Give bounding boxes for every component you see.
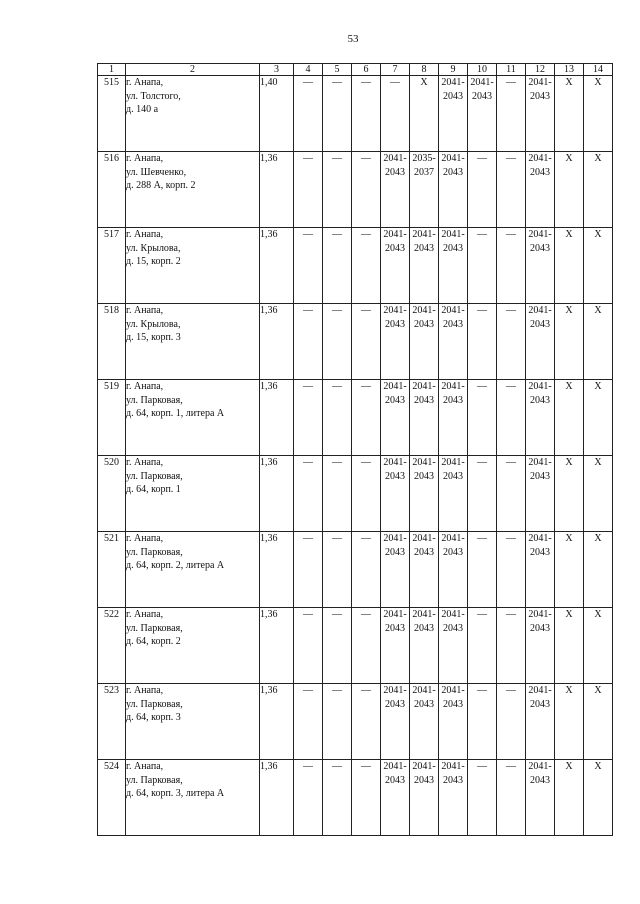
dash-cell: —: [468, 532, 497, 608]
address-cell: [126, 760, 260, 836]
dash-cell: —: [352, 608, 381, 684]
period-line: 2043: [443, 698, 463, 710]
period-line: 2041-: [528, 457, 552, 468]
rate-cell: 1,36: [260, 684, 294, 760]
period-line: 2043: [530, 166, 550, 178]
table-body: [98, 76, 613, 836]
dash-cell: —: [294, 76, 323, 152]
address-line: д. 140 а: [126, 104, 159, 115]
period-line: 2041-: [383, 685, 407, 696]
dash-cell: —: [294, 228, 323, 304]
dash-cell: —: [352, 456, 381, 532]
period-cell: [381, 532, 410, 608]
period-cell: [410, 608, 439, 684]
dash-cell: —: [323, 456, 352, 532]
period-cell: [410, 152, 439, 228]
period-line: 2043: [530, 774, 550, 786]
column-header: 3: [260, 64, 294, 76]
period-line: 2041-: [528, 153, 552, 164]
period-line: 2043: [385, 318, 405, 330]
period-line: 2043: [414, 774, 434, 786]
period-cell: [439, 152, 468, 228]
period-line: 2043: [414, 470, 434, 482]
period-line: 2035-: [412, 153, 436, 164]
period-cell: [381, 608, 410, 684]
rate-cell: 1,40: [260, 76, 294, 152]
column-header: 9: [439, 64, 468, 76]
address-line: г. Анапа,: [126, 761, 164, 772]
period-cell: [439, 76, 468, 152]
address-cell: [126, 380, 260, 456]
period-line: 2041-: [383, 457, 407, 468]
dash-cell: —: [352, 152, 381, 228]
period-cell: [439, 608, 468, 684]
period-line: 2043: [385, 242, 405, 254]
period-line: 2043: [385, 546, 405, 558]
period-line: 2043: [443, 774, 463, 786]
period-line: 2041-: [528, 609, 552, 620]
period-line: 2041-: [441, 685, 465, 696]
period-cell: [439, 304, 468, 380]
dash-cell: —: [323, 760, 352, 836]
address-cell: [126, 608, 260, 684]
period-line: 2043: [530, 622, 550, 634]
mark-cell: Х: [555, 608, 584, 684]
period-cell: [526, 304, 555, 380]
period-cell: [526, 684, 555, 760]
dash-cell: —: [323, 152, 352, 228]
dash-cell: —: [468, 684, 497, 760]
dash-cell: —: [352, 532, 381, 608]
column-header: 7: [381, 64, 410, 76]
dash-cell: —: [468, 760, 497, 836]
period-cell: [410, 760, 439, 836]
period-cell: [410, 456, 439, 532]
period-line: 2041-: [441, 381, 465, 392]
row-number: 516: [98, 152, 126, 228]
period-line: 2041-: [412, 761, 436, 772]
period-line: 2041-: [383, 381, 407, 392]
address-cell: [126, 684, 260, 760]
period-line: 2041-: [441, 457, 465, 468]
dash-cell: —: [352, 76, 381, 152]
address-line: д. 64, корп. 1: [126, 484, 181, 495]
period-line: 2041-: [441, 77, 465, 88]
dash-cell: —: [468, 152, 497, 228]
period-line: 2043: [385, 394, 405, 406]
rate-cell: 1,36: [260, 380, 294, 456]
period-cell: [439, 456, 468, 532]
table-row: [98, 228, 613, 304]
dash-cell: —: [497, 456, 526, 532]
dash-cell: —: [323, 76, 352, 152]
period-line: 2041-: [412, 381, 436, 392]
address-line: г. Анапа,: [126, 77, 164, 88]
row-number: 517: [98, 228, 126, 304]
period-line: 2043: [530, 394, 550, 406]
row-number: 518: [98, 304, 126, 380]
address-line: д. 15, корп. 3: [126, 332, 181, 343]
rate-cell: 1,36: [260, 152, 294, 228]
dash-cell: —: [352, 684, 381, 760]
period-line: 2043: [414, 698, 434, 710]
period-line: 2041-: [441, 305, 465, 316]
period-line: 2041-: [528, 533, 552, 544]
address-line: ул. Парковая,: [126, 774, 183, 786]
dash-cell: —: [468, 228, 497, 304]
mark-cell: Х: [555, 456, 584, 532]
mark-cell: Х: [584, 532, 613, 608]
dash-cell: —: [294, 684, 323, 760]
mark-cell: Х: [584, 152, 613, 228]
period-line: 2043: [443, 242, 463, 254]
table-row: [98, 456, 613, 532]
mark-cell: Х: [555, 532, 584, 608]
dash-cell: —: [468, 456, 497, 532]
address-line: д. 15, корп. 2: [126, 256, 181, 267]
dash-cell: —: [497, 760, 526, 836]
address-cell: [126, 152, 260, 228]
period-line: 2041-: [412, 305, 436, 316]
period-cell: [526, 456, 555, 532]
period-line: 2041-: [383, 609, 407, 620]
period-cell: [439, 532, 468, 608]
dash-cell: —: [323, 608, 352, 684]
period-line: 2041-: [412, 533, 436, 544]
address-line: г. Анапа,: [126, 381, 164, 392]
period-line: 2041-: [528, 77, 552, 88]
mark-cell: Х: [584, 228, 613, 304]
dash-cell: —: [294, 532, 323, 608]
address-line: ул. Крылова,: [126, 318, 181, 330]
period-line: 2041-: [441, 533, 465, 544]
period-line: 2043: [472, 90, 492, 102]
period-cell: [381, 684, 410, 760]
table-row: [98, 304, 613, 380]
dash-cell: —: [294, 760, 323, 836]
period-cell: [439, 380, 468, 456]
address-cell: [126, 228, 260, 304]
table-row: [98, 152, 613, 228]
period-line: 2043: [414, 622, 434, 634]
dash-cell: —: [323, 380, 352, 456]
address-line: ул. Шевченко,: [126, 166, 187, 178]
period-line: 2041-: [383, 229, 407, 240]
rate-cell: 1,36: [260, 456, 294, 532]
row-number: 515: [98, 76, 126, 152]
period-cell: [410, 684, 439, 760]
dash-cell: —: [497, 76, 526, 152]
rate-cell: 1,36: [260, 304, 294, 380]
period-line: 2041-: [528, 381, 552, 392]
dash-cell: —: [468, 608, 497, 684]
table-row: [98, 760, 613, 836]
row-number: 522: [98, 608, 126, 684]
period-line: 2041-: [528, 305, 552, 316]
dash-cell: —: [294, 456, 323, 532]
dash-cell: —: [497, 380, 526, 456]
row-number: 520: [98, 456, 126, 532]
period-line: 2041-: [441, 229, 465, 240]
period-line: 2043: [530, 90, 550, 102]
mark-cell: Х: [410, 76, 439, 152]
mark-cell: Х: [555, 76, 584, 152]
page-number: 53: [347, 33, 359, 45]
column-header: 2: [126, 64, 260, 76]
period-cell: [526, 532, 555, 608]
period-line: 2043: [530, 470, 550, 482]
address-line: ул. Крылова,: [126, 242, 181, 254]
rate-cell: 1,36: [260, 608, 294, 684]
period-line: 2041-: [528, 685, 552, 696]
column-header: 14: [584, 64, 613, 76]
period-cell: [410, 304, 439, 380]
period-line: 2041-: [441, 761, 465, 772]
period-line: 2043: [443, 90, 463, 102]
dash-cell: —: [352, 760, 381, 836]
dash-cell: —: [323, 684, 352, 760]
address-line: ул. Парковая,: [126, 622, 183, 634]
table-row: [98, 608, 613, 684]
row-number: 523: [98, 684, 126, 760]
period-line: 2041-: [441, 153, 465, 164]
period-line: 2043: [414, 318, 434, 330]
rate-cell: 1,36: [260, 228, 294, 304]
mark-cell: Х: [584, 76, 613, 152]
period-cell: [381, 456, 410, 532]
mark-cell: Х: [555, 152, 584, 228]
dash-cell: —: [497, 152, 526, 228]
address-cell: [126, 304, 260, 380]
row-number: 521: [98, 532, 126, 608]
dash-cell: —: [381, 76, 410, 152]
table-row: [98, 380, 613, 456]
period-line: 2041-: [528, 761, 552, 772]
address-line: г. Анапа,: [126, 685, 164, 696]
table-row: [98, 76, 613, 152]
column-header: 12: [526, 64, 555, 76]
period-line: 2043: [443, 470, 463, 482]
dash-cell: —: [352, 304, 381, 380]
period-line: 2043: [530, 546, 550, 558]
address-line: ул. Парковая,: [126, 698, 183, 710]
dash-cell: —: [497, 304, 526, 380]
dash-cell: —: [352, 380, 381, 456]
period-cell: [381, 380, 410, 456]
dash-cell: —: [294, 380, 323, 456]
period-line: 2041-: [383, 761, 407, 772]
period-cell: [381, 760, 410, 836]
period-cell: [526, 380, 555, 456]
registry-table: [97, 63, 613, 836]
address-line: ул. Толстого,: [126, 90, 181, 102]
period-line: 2043: [530, 698, 550, 710]
table-row: [98, 684, 613, 760]
dash-cell: —: [323, 304, 352, 380]
period-line: 2043: [385, 166, 405, 178]
period-line: 2043: [385, 470, 405, 482]
mark-cell: Х: [555, 380, 584, 456]
dash-cell: —: [323, 532, 352, 608]
mark-cell: Х: [555, 304, 584, 380]
period-line: 2043: [443, 546, 463, 558]
period-cell: [526, 760, 555, 836]
address-line: д. 64, корп. 3: [126, 712, 181, 723]
period-line: 2043: [385, 774, 405, 786]
period-cell: [526, 152, 555, 228]
period-line: 2041-: [383, 153, 407, 164]
address-line: г. Анапа,: [126, 229, 164, 240]
period-cell: [410, 532, 439, 608]
dash-cell: —: [352, 228, 381, 304]
column-header: 10: [468, 64, 497, 76]
address-line: д. 64, корп. 1, литера А: [126, 408, 225, 419]
column-header: 5: [323, 64, 352, 76]
mark-cell: Х: [584, 380, 613, 456]
mark-cell: Х: [584, 304, 613, 380]
period-cell: [526, 228, 555, 304]
period-line: 2043: [414, 242, 434, 254]
dash-cell: —: [468, 380, 497, 456]
period-line: 2041-: [412, 685, 436, 696]
period-line: 2043: [530, 318, 550, 330]
period-line: 2041-: [412, 229, 436, 240]
row-number: 524: [98, 760, 126, 836]
period-line: 2041-: [383, 305, 407, 316]
address-cell: [126, 456, 260, 532]
address-line: д. 64, корп. 2: [126, 636, 181, 647]
mark-cell: Х: [555, 684, 584, 760]
column-header: 11: [497, 64, 526, 76]
column-header: 8: [410, 64, 439, 76]
period-cell: [439, 684, 468, 760]
column-header: 1: [98, 64, 126, 76]
address-cell: [126, 76, 260, 152]
period-cell: [439, 228, 468, 304]
period-line: 2043: [414, 394, 434, 406]
period-line: 2037: [414, 166, 434, 178]
dash-cell: —: [497, 608, 526, 684]
column-header: 13: [555, 64, 584, 76]
address-line: д. 64, корп. 3, литера А: [126, 788, 225, 799]
mark-cell: Х: [584, 608, 613, 684]
dash-cell: —: [468, 304, 497, 380]
period-cell: [410, 380, 439, 456]
period-line: 2043: [385, 698, 405, 710]
dash-cell: —: [294, 152, 323, 228]
period-line: 2041-: [383, 533, 407, 544]
address-line: ул. Парковая,: [126, 394, 183, 406]
period-line: 2041-: [470, 77, 494, 88]
address-line: д. 288 А, корп. 2: [126, 180, 196, 191]
period-line: 2043: [443, 394, 463, 406]
address-line: ул. Парковая,: [126, 470, 183, 482]
column-header: 6: [352, 64, 381, 76]
address-line: ул. Парковая,: [126, 546, 183, 558]
period-cell: [381, 152, 410, 228]
row-number: 519: [98, 380, 126, 456]
period-line: 2041-: [412, 609, 436, 620]
period-cell: [526, 76, 555, 152]
rate-cell: 1,36: [260, 760, 294, 836]
address-line: г. Анапа,: [126, 533, 164, 544]
period-cell: [381, 228, 410, 304]
column-number-row: [98, 64, 613, 76]
period-line: 2043: [530, 242, 550, 254]
address-line: г. Анапа,: [126, 153, 164, 164]
mark-cell: Х: [584, 760, 613, 836]
period-line: 2041-: [441, 609, 465, 620]
dash-cell: —: [294, 304, 323, 380]
period-cell: [439, 760, 468, 836]
mark-cell: Х: [555, 228, 584, 304]
mark-cell: Х: [584, 456, 613, 532]
mark-cell: Х: [584, 684, 613, 760]
period-line: 2041-: [412, 457, 436, 468]
period-line: 2043: [443, 318, 463, 330]
period-line: 2043: [443, 166, 463, 178]
address-line: г. Анапа,: [126, 457, 164, 468]
period-cell: [468, 76, 497, 152]
period-line: 2041-: [528, 229, 552, 240]
dash-cell: —: [323, 228, 352, 304]
dash-cell: —: [497, 532, 526, 608]
period-line: 2043: [443, 622, 463, 634]
dash-cell: —: [497, 228, 526, 304]
period-cell: [381, 304, 410, 380]
dash-cell: —: [497, 684, 526, 760]
address-cell: [126, 532, 260, 608]
period-line: 2043: [414, 546, 434, 558]
period-cell: [526, 608, 555, 684]
address-line: г. Анапа,: [126, 609, 164, 620]
address-line: г. Анапа,: [126, 305, 164, 316]
rate-cell: 1,36: [260, 532, 294, 608]
period-line: 2043: [385, 622, 405, 634]
table-row: [98, 532, 613, 608]
dash-cell: —: [294, 608, 323, 684]
period-cell: [410, 228, 439, 304]
column-header: 4: [294, 64, 323, 76]
address-line: д. 64, корп. 2, литера А: [126, 560, 225, 571]
mark-cell: Х: [555, 760, 584, 836]
